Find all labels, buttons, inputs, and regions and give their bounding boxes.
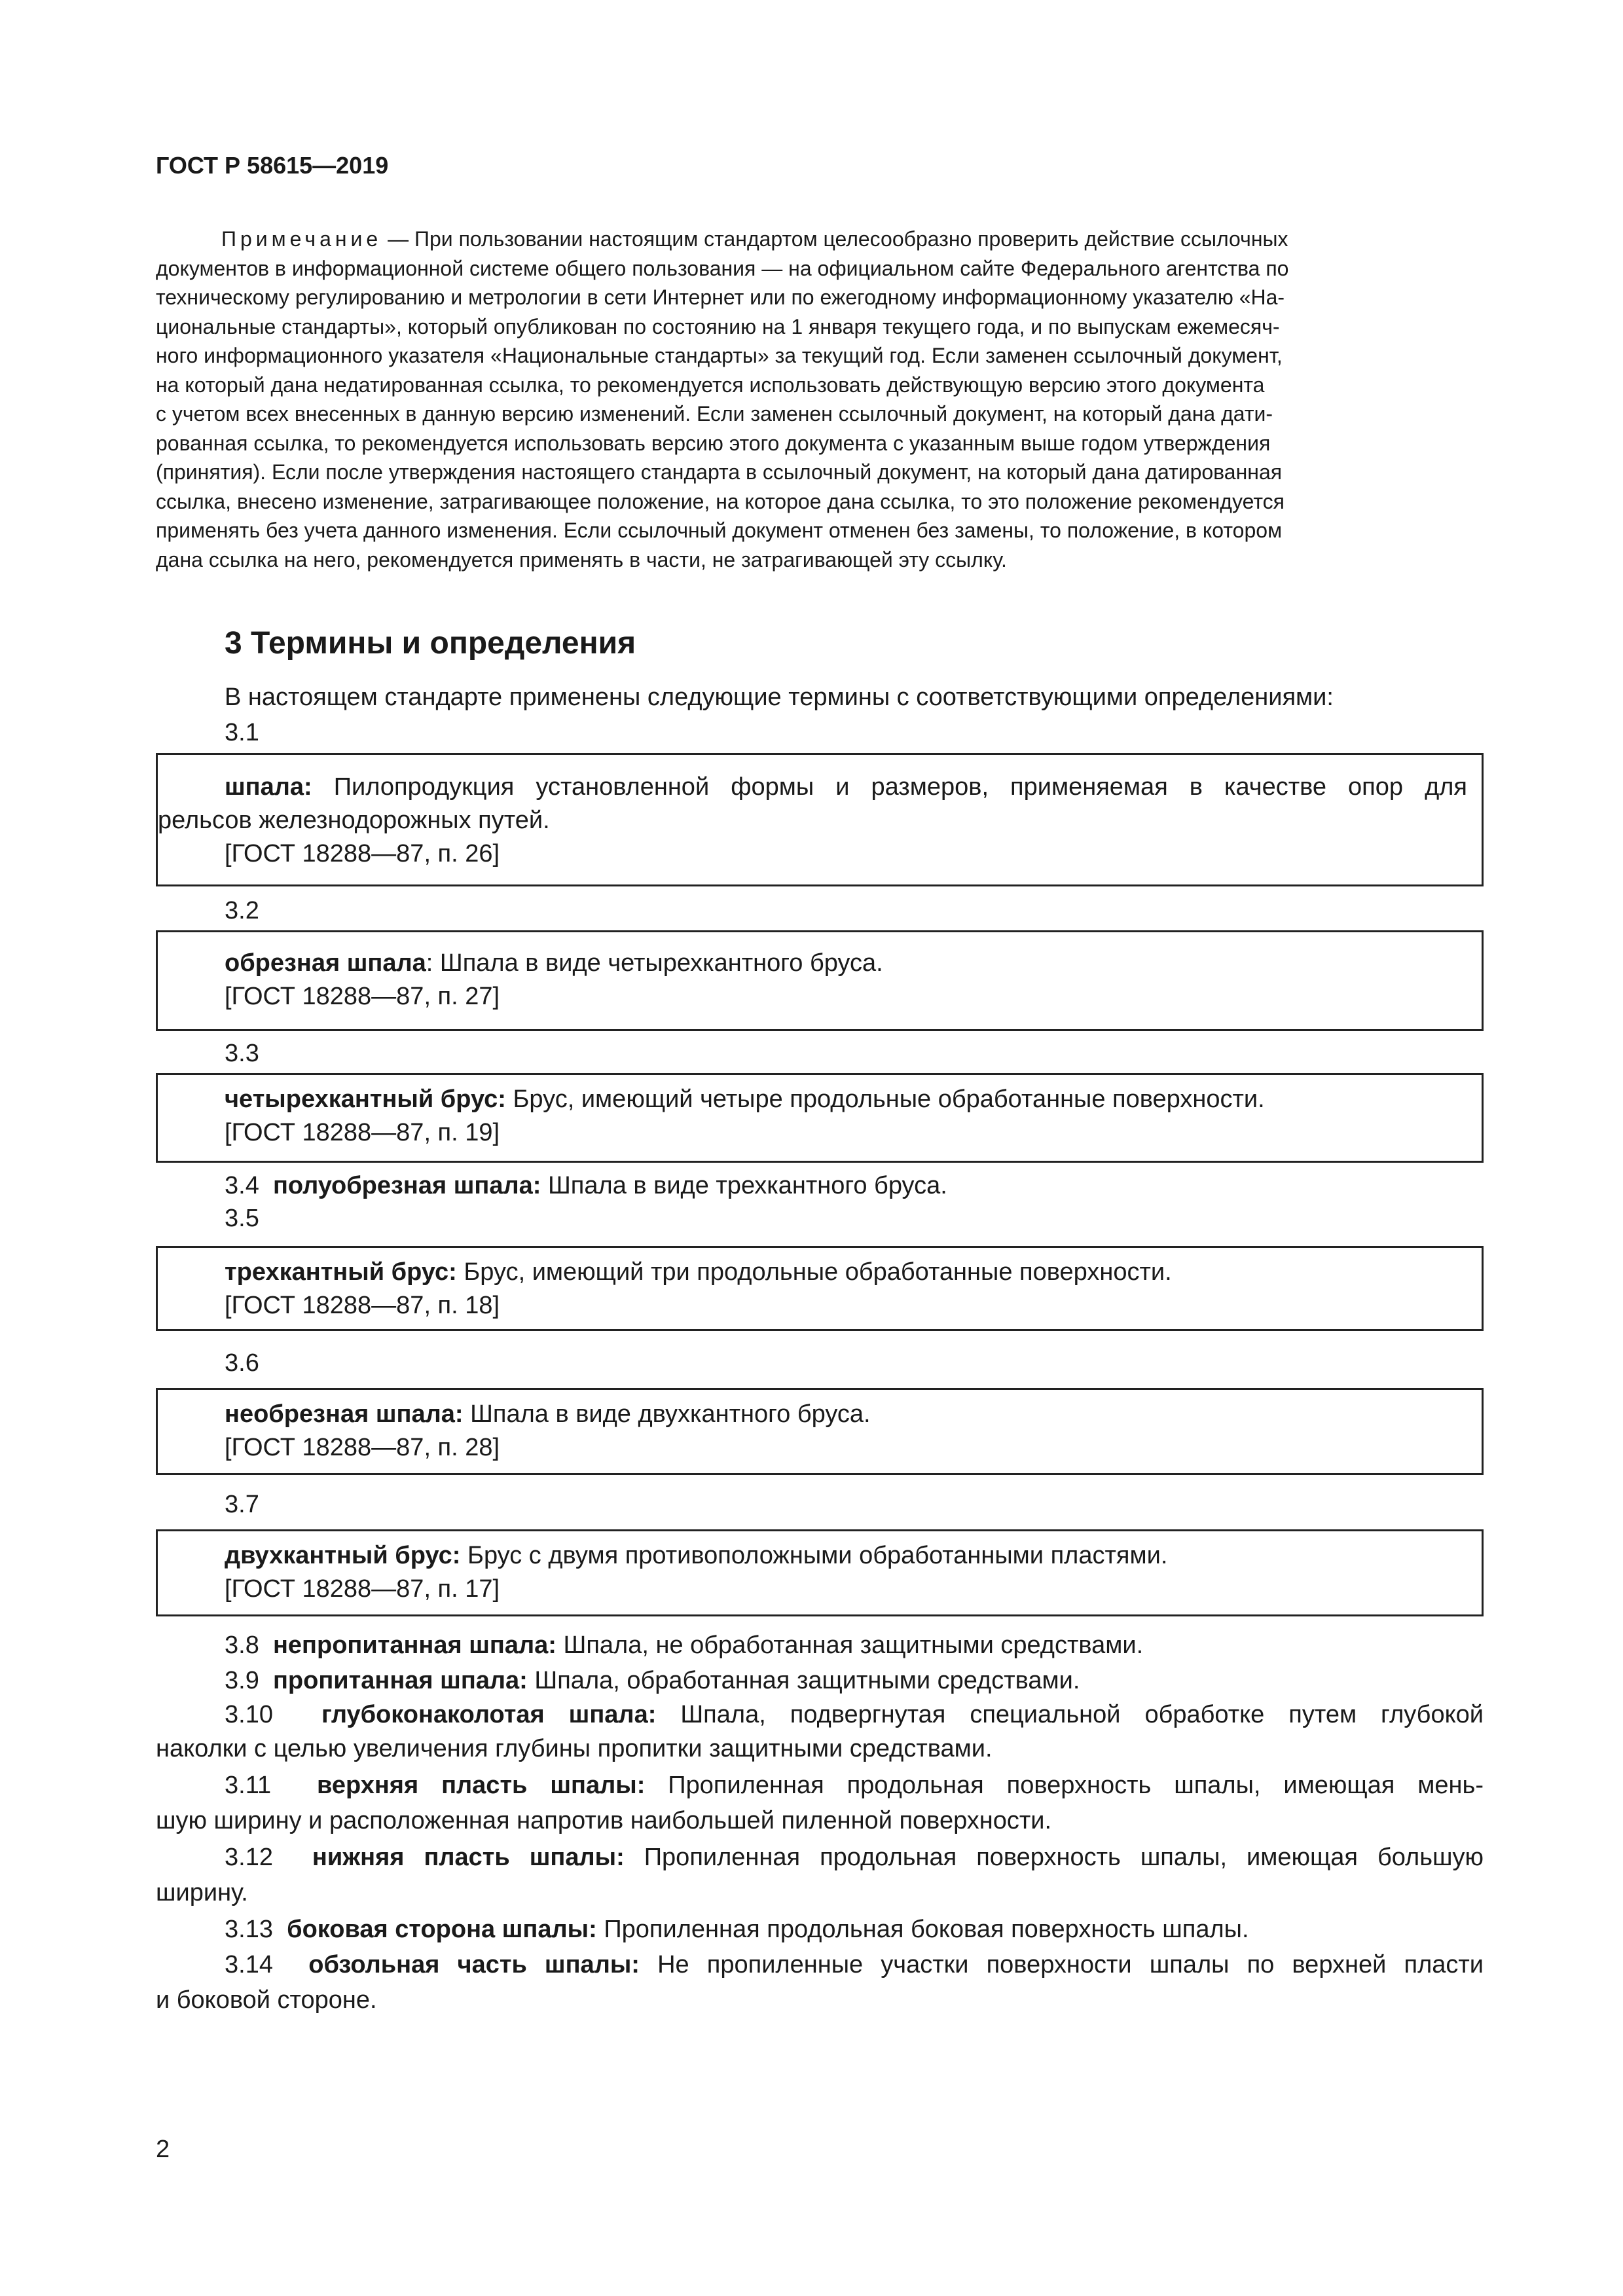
term-name: обрезная шпала — [225, 949, 426, 977]
term-continuation: ширину. — [156, 1879, 248, 1906]
term-definition-line: двухкантный брус: Брус с двумя противоположными обработанными пластями. — [225, 1542, 1168, 1569]
term-box — [156, 1246, 1484, 1331]
term-number: 3.3 — [225, 1040, 259, 1067]
term-name: непропитанная шпала: — [272, 1631, 556, 1659]
term-entry: 3.12 нижняя пласть шпалы: Пропиленная продольная поверхность шпалы, имеющая большую — [225, 1844, 1484, 1871]
term-name: четырехкантный брус: — [225, 1085, 506, 1113]
term-definition-line: четырехкантный брус: Брус, имеющий четыре продольные обработанные поверхности. — [225, 1085, 1265, 1113]
term-box — [156, 1073, 1484, 1163]
note-paragraph — [156, 225, 1486, 574]
term-entry: 3.11 верхняя пласть шпалы: Пропиленная продольная поверхность шпалы, имеющая мень- — [225, 1772, 1484, 1799]
term-name: пропитанная шпала: — [272, 1667, 528, 1694]
term-source: [ГОСТ 18288—87, п. 27] — [225, 983, 500, 1010]
term-source: [ГОСТ 18288—87, п. 17] — [225, 1575, 500, 1603]
term-number: 3.7 — [225, 1491, 259, 1518]
term-name: трехкантный брус: — [225, 1258, 457, 1286]
note-label: Примечание — [221, 227, 382, 251]
note-line: (принятия). Если после утверждения настоящего стандарта в ссылочный документ, на который дана датированная — [156, 460, 1283, 484]
note-line: дана ссылка на него, рекомендуется применять в части, не затрагивающей эту ссылку. — [156, 547, 1007, 572]
note-line: рованная ссылка, то рекомендуется использовать версию этого документа с указанным выше годом утверждения — [156, 431, 1271, 455]
term-definition-line: трехкантный брус: Брус, имеющий три продольные обработанные поверхности. — [225, 1258, 1172, 1286]
term-continuation: наколки с целью увеличения глубины пропитки защитными средствами. — [156, 1735, 993, 1762]
term-source: [ГОСТ 18288—87, п. 28] — [225, 1434, 500, 1461]
term-box — [156, 753, 1484, 886]
term-definition-line: необрезная шпала: Шпала в виде двухкантного бруса. — [225, 1400, 871, 1428]
term-definition-line: обрезная шпала: Шпала в виде четырехкантного бруса. — [225, 949, 883, 977]
page-number: 2 — [156, 2136, 170, 2163]
section-heading: 3 Термины и определения — [225, 626, 636, 661]
term-number: 3.5 — [225, 1205, 259, 1232]
term-number: 3.1 — [225, 719, 259, 746]
note-line: техническому регулированию и метрологии в сети Интернет или по ежегодному информационному указателю «На- — [156, 285, 1285, 309]
term-name: боковая сторона шпалы: — [287, 1916, 597, 1943]
term-name: верхняя пласть шпалы: — [317, 1772, 646, 1799]
term-name: полуобрезная шпала: — [272, 1172, 541, 1199]
note-line: ного информационного указателя «Национальные стандарты» за текущий год. Если заменен ссылочный документ, — [156, 344, 1283, 367]
term-entry: 3.14 обзольная часть шпалы: Не пропиленные участки поверхности шпалы по верхней пласти — [225, 1951, 1484, 1978]
term-name: глубоконаколотая шпала: — [321, 1701, 657, 1728]
note-line: документов в информационной системе общего пользования — на официальном сайте Федерального агентства по — [156, 256, 1289, 280]
note-line: циональные стандарты», который опубликован по состоянию на 1 января текущего года, и по выпускам ежемесяч- — [156, 314, 1280, 338]
term-name: необрезная шпала: — [225, 1400, 464, 1428]
term-source: [ГОСТ 18288—87, п. 19] — [225, 1119, 500, 1146]
term-box — [156, 1529, 1484, 1616]
term-name: шпала: — [225, 773, 312, 801]
term-name: двухкантный брус: — [225, 1542, 461, 1569]
note-line: на который дана недатированная ссылка, то рекомендуется использовать действующую версию этого документа — [156, 373, 1265, 397]
note-line: применять без учета данного изменения. Если ссылочный документ отменен без замены, то положение, в котором — [156, 519, 1283, 542]
term-continuation: шую ширину и расположенная напротив наибольшей пиленной поверхности. — [156, 1807, 1052, 1834]
term-name: обзольная часть шпалы: — [308, 1951, 640, 1978]
term-definition-line: рельсов железнодорожных путей. — [158, 807, 550, 834]
term-entry: 3.4 полуобрезная шпала: Шпала в виде трехкантного бруса. — [225, 1172, 947, 1199]
note-line: Примечание — При пользовании настоящим стандартом целесообразно проверить действие ссылочных — [221, 227, 1288, 251]
note-line: ссылка, внесено изменение, затрагивающее положение, на которое дана ссылка, то это положение рекомендуется — [156, 489, 1285, 513]
term-entry: 3.13 боковая сторона шпалы: Пропиленная продольная боковая поверхность шпалы. — [225, 1916, 1249, 1943]
term-continuation: и боковой стороне. — [156, 1986, 377, 2014]
document-header: ГОСТ Р 58615—2019 — [156, 152, 389, 179]
term-source: [ГОСТ 18288—87, п. 18] — [225, 1292, 500, 1319]
term-definition-line: шпала: Пилопродукция установленной формы и размеров, применяемая в качестве опор для — [225, 773, 1467, 801]
term-entry: 3.8 непропитанная шпала: Шпала, не обработанная защитными средствами. — [225, 1631, 1144, 1659]
term-number: 3.2 — [225, 897, 259, 924]
term-box — [156, 930, 1484, 1031]
term-number: 3.6 — [225, 1349, 259, 1377]
term-entry: 3.10 глубоконаколотая шпала: Шпала, подвергнутая специальной обработке путем глубокой — [225, 1701, 1484, 1728]
term-name: нижняя пласть шпалы: — [312, 1844, 625, 1871]
section-intro: В настоящем стандарте применены следующие термины с соответствующими определениями: — [225, 683, 1334, 711]
term-source: [ГОСТ 18288—87, п. 26] — [225, 840, 500, 867]
term-box — [156, 1388, 1484, 1475]
term-entry: 3.9 пропитанная шпала: Шпала, обработанная защитными средствами. — [225, 1667, 1080, 1694]
note-line: с учетом всех внесенных в данную версию изменений. Если заменен ссылочный документ, на который дана дати- — [156, 402, 1273, 426]
